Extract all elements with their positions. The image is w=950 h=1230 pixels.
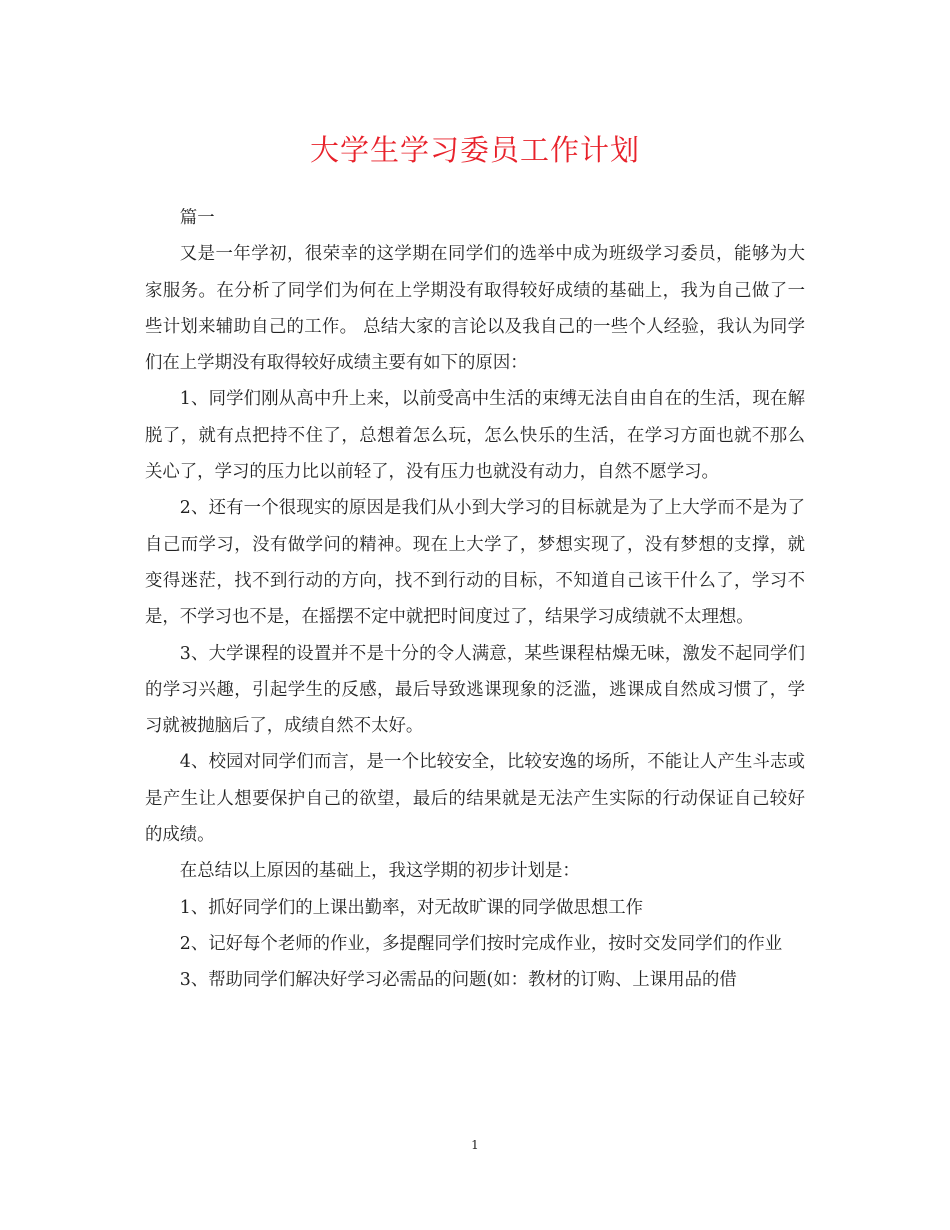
reason-2-paragraph: 2、还有一个很现实的原因是我们从小到大学习的目标就是为了上大学而不是为了自己而学习，没有做学问的精神。现在上大学了，梦想实现了，没有梦想的支撑，就变得迷茫，找不到行动的方向，找不到行动的目标，不知道自己该干什么了，学习不是，不学习也不是，在摇摆不定中就把时间度过了，结果学习成绩就不太理想。 [145,498,805,628]
plan-item-1: 1、抓好同学们的上课出勤率，对无故旷课的同学做思想工作 [179,897,644,918]
reason-1-paragraph: 1、同学们刚从高中升上来，以前受高中生活的束缚无法自由自在的生活，现在解脱了，就有点把持不住了，总想着怎么玩，怎么快乐的生活，在学习方面也就不那么关心了，学习的压力比以前轻了，没有压力也就没有动力，自然不愿学习。 [145,389,805,483]
intro-paragraph: 又是一年学初，很荣幸的这学期在同学们的选举中成为班级学习委员，能够为大家服务。在分析了同学们为何在上学期没有取得较好成绩的基础上，我为自己做了一些计划来辅助自己的工作。 总结大家的言论以及我自己的一些个人经验，我认为同学们在上学期没有取得较好成绩主要有如下的原因： [145,244,805,374]
reason-3-paragraph: 3、大学课程的设置并不是十分的令人满意，某些课程枯燥无味，激发不起同学们的学习兴趣，引起学生的反感，最后导致逃课现象的泛滥，逃课成自然成习惯了，学习就被抛脑后了，成绩自然不太好。 [145,643,805,737]
plan-item-3: 3、帮助同学们解决好学习必需品的问题(如：教材的订购、上课用品的借 [179,970,737,991]
document-body [145,200,805,999]
plan-intro-paragraph: 在总结以上原因的基础上，我这学期的初步计划是： [179,861,580,882]
section-heading: 篇一 [179,208,215,228]
document-title: 大学生学习委员工作计划 [309,133,640,167]
page-number: 1 [471,1138,479,1152]
reason-4-paragraph: 4、校园对同学们而言，是一个比较安全，比较安逸的场所，不能让人产生斗志或是产生让人想要保护自己的欲望，最后的结果就是无法产生实际的行动保证自己较好的成绩。 [145,752,805,846]
plan-item-2: 2、记好每个老师的作业，多提醒同学们按时完成作业，按时交发同学们的作业 [179,933,783,954]
